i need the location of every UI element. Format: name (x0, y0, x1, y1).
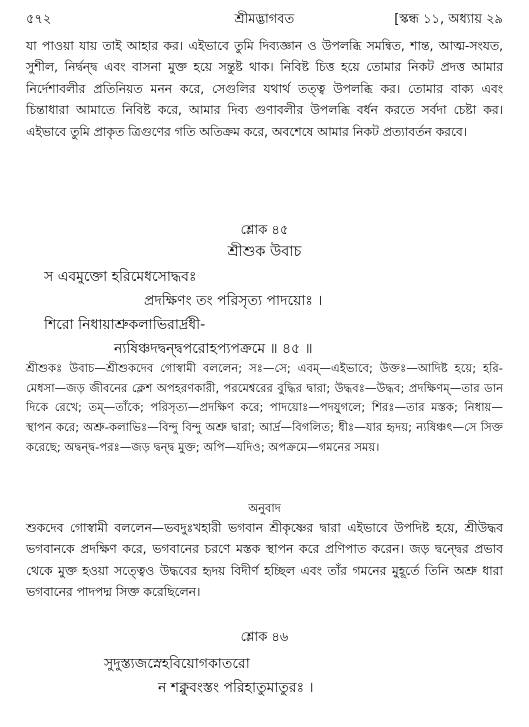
verse-45-speaker: শ্রীশুক উবাচ (227, 244, 302, 260)
verse-46-line-2: ন শক্নুবংস্তং পরিহাতুমাতুরঃ । (158, 680, 314, 696)
verse-45-line-4: ন্যষিঞ্চদদ্বন্দ্বপরোহপ্যপক্রমে ॥ ৪৫ ॥ (114, 341, 313, 357)
verse-45-line-2: প্রদক্ষিণং তং পরিসৃত্য পাদয়োঃ । (144, 293, 323, 309)
verse-46-text (26, 652, 503, 700)
verse-46-label: শ্লোক ৪৬ (240, 630, 289, 645)
purport-continuation: যা পাওয়া যায় তাই আহার কর। এইভাবে তুমি দিব্যজ্ঞান ও উপলব্ধি সমন্বিত, শান্ত, আত্ম-সংযত, সুশীল, নির্দ্বন্দ্ব এবং বাসনা মুক্ত হয়ে সন্তুষ্ট থাক। নিবিষ্ট চিত্ত হয়ে তোমার নিকট প্রদত্ত আমার নির্দেশাবলীর প্রতিনিয়ত মনন করে, সেগুলির যথার্থ তত্ত্ব উপলব্ধি কর। তোমার বাক্য এবং চিন্তাধারা আমাতে নিবিষ্ট করে, আমার দিব্য গুণাবলীর উপলব্ধি বর্ধন করতে সর্বদা চেষ্টা কর। এইভাবে তুমি প্রাকৃত ত্রিগুণের গতি অতিক্রম করে, অবশেষে আমার নিকট প্রত্যাবর্তন করবে। (26, 39, 503, 139)
verse-45-synonyms: শ্রীশুকঃ উবাচ—শ্রীশুকদেব গোস্বামী বললেন; সঃ—সে; এবম্—এইভাবে; উক্তঃ—আদিষ্ট হয়ে; হরি-মেধসা—জড় জীবনের ক্লেশ অপহরণকারী, পরমেশ্বরের বুদ্ধির দ্বারা; উদ্ধবঃ—উদ্ধব; প্রদক্ষিণম্—তার ডান দিকে রেখে; তম্—তাঁকে; পরিসৃত্য—প্রদক্ষিণ করে; পাদয়োঃ—পদযুগলে; শিরঃ—তার মস্তক; নিধায়—স্থাপন করে; অশ্রু-কলাভিঃ—বিন্দু বিন্দু অশ্রু দ্বারা; আর্দ্র—বিগলিত; ধীঃ—যার হৃদয়; ন্যষিঞ্চৎ—সে সিক্ত করেছে; অদ্বন্দ্ব-পরঃ—জড় দ্বন্দ্ব মুক্ত; অপি—যদিও; অপক্রমে—গমনের সময়। (26, 361, 503, 454)
verse-45-translation: শুকদেব গোস্বামী বললেন—ভবদুঃখহারী ভগবান শ্রীকৃষ্ণের দ্বারা এইভাবে উপদিষ্ট হয়ে, শ্রীউদ্ধব ভগবানকে প্রদক্ষিণ করে, ভগবানের চরণে মস্তক স্থাপন করে প্রণিপাত করেন। জড় দ্বন্দ্বের প্রভাব থেকে মুক্ত হওয়া সত্ত্বেও উদ্ধবের হৃদয় বিদীর্ণ হচ্ছিল এবং তাঁর গমনের মুহূর্তে তিনি অশ্রু ধারা ভগবানের পাদপদ্ম সিক্ত করেছিলেন। (26, 521, 503, 600)
verse-45-label: শ্লোক ৪৫ (240, 223, 289, 238)
page-number: ৫৭২ (26, 12, 52, 27)
verse-45-line-1: স এবমুক্তো হরিমেধসোদ্ধবঃ (44, 269, 197, 285)
running-title: শ্রীমদ্ভাগবত (234, 12, 295, 27)
page-header (26, 8, 503, 30)
translation-label: অনুবাদ (248, 501, 281, 515)
verse-45-line-3: শিরো নিধায়াশ্রুকলাভিরার্দ্রধী- (44, 317, 206, 333)
verse-45-text (26, 265, 503, 361)
verse-46-line-1: সুদুস্ত্যজস্নেহবিয়োগকাতরো (104, 656, 250, 672)
chapter-reference: [স্কন্ধ ১১, অধ্যায় ২৯ (394, 12, 503, 27)
